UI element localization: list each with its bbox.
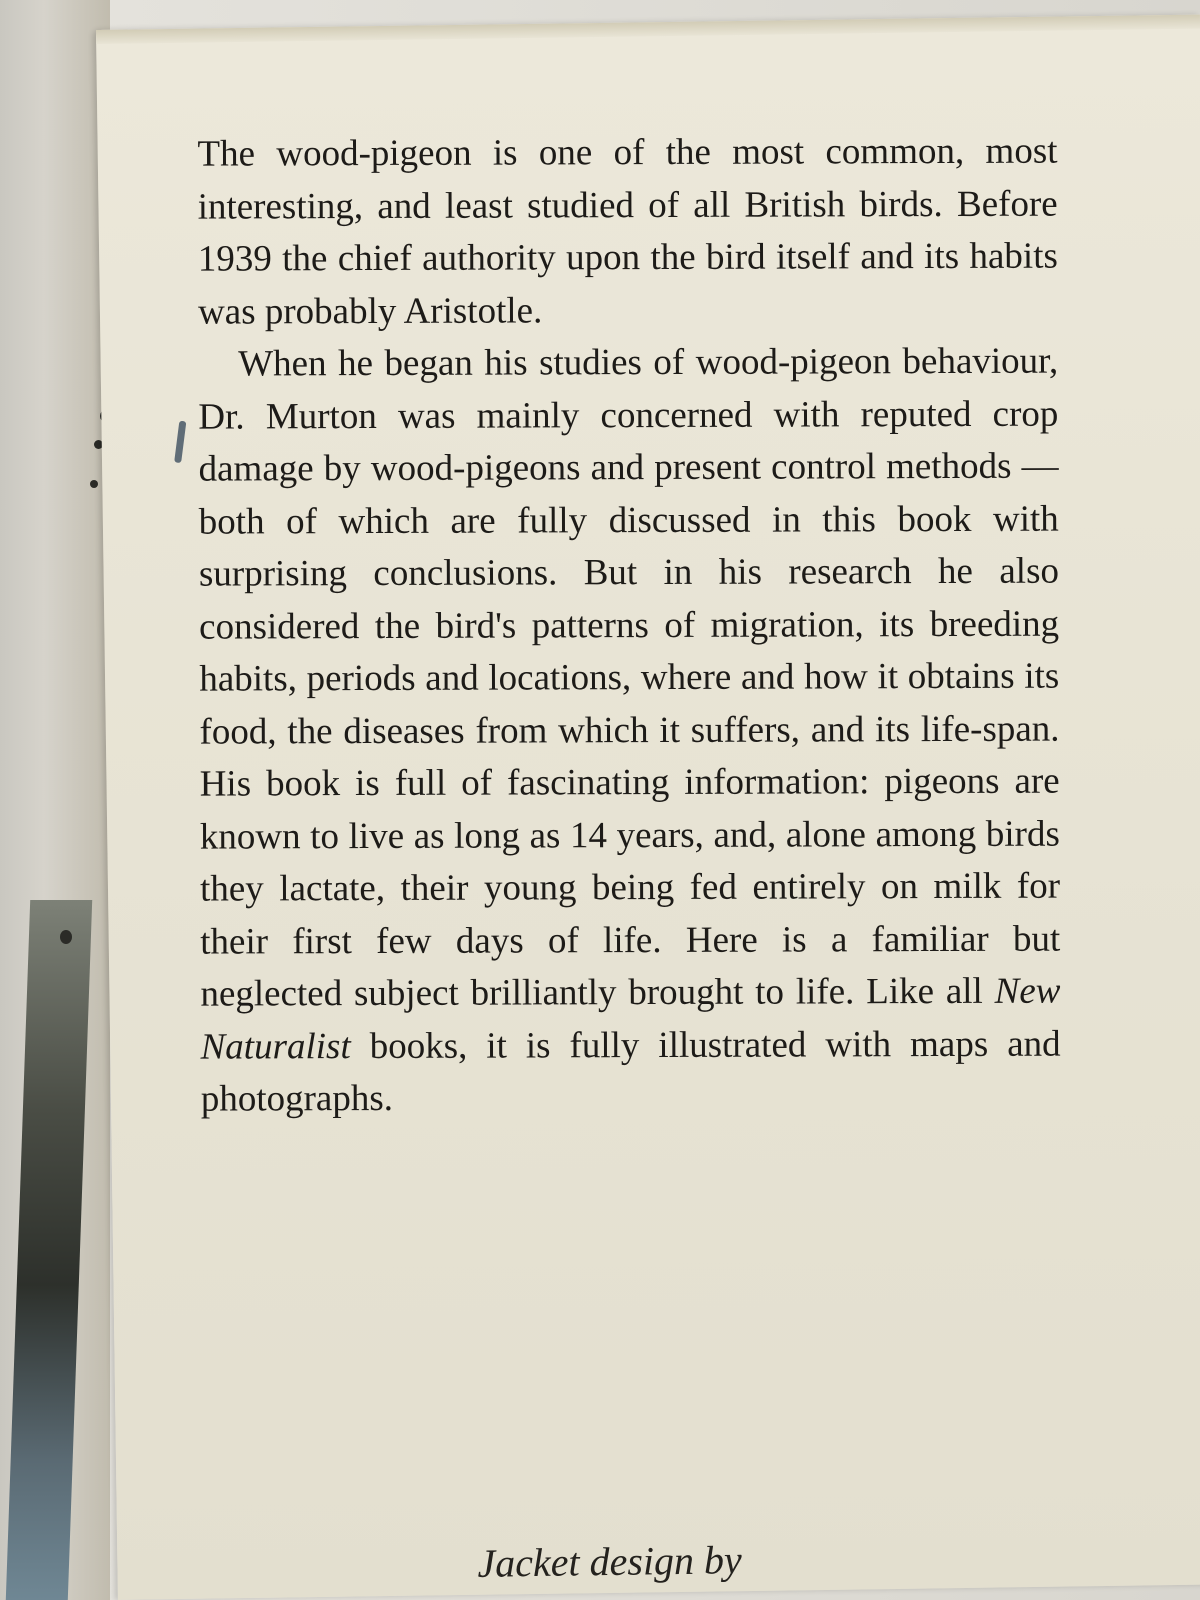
paragraph-2-ending: books, it is fully illustrated with maps and photographs. xyxy=(200,1023,1061,1120)
spine-mark xyxy=(90,480,98,488)
spine-color-strip xyxy=(6,900,92,1600)
spine-mark xyxy=(60,930,72,944)
book-description xyxy=(197,126,1060,1126)
jacket-flap-page xyxy=(96,15,1200,1600)
series-title: New Naturalist xyxy=(200,970,1061,1068)
paragraph-2-text: When he began his studies of wood-pigeon behaviour, Dr. Murton was mainly concerned with reputed crop damage by wood-pigeons and present control methods —both of which are fully discussed in this book with surprising conclusions. But in his research he also considered the bird's patterns of migration, its breeding habits, periods and locations, where and how it obtains its food, the diseases from which it suffers, and its life-span. His book is full of fascinating information: pigeons are known to live as long as 14 years, and, alone among birds they lactate, their young being fed entirely on milk for their first few days of life. Here is a familiar but neglected subject brilliantly brought to life. Like all xyxy=(198,340,1061,1015)
jacket-design-credit: Jacket design by xyxy=(477,1537,743,1586)
ink-mark xyxy=(174,421,186,464)
description-paragraph-1: The wood-pigeon is one of the most common, most interesting, and least studied of all British birds. Before 1939 the chief authority upon the bird itself and its habits was probably Aristotle. xyxy=(197,130,1058,333)
description-paragraph-2 xyxy=(198,336,1061,1126)
book-spine xyxy=(0,0,110,1600)
